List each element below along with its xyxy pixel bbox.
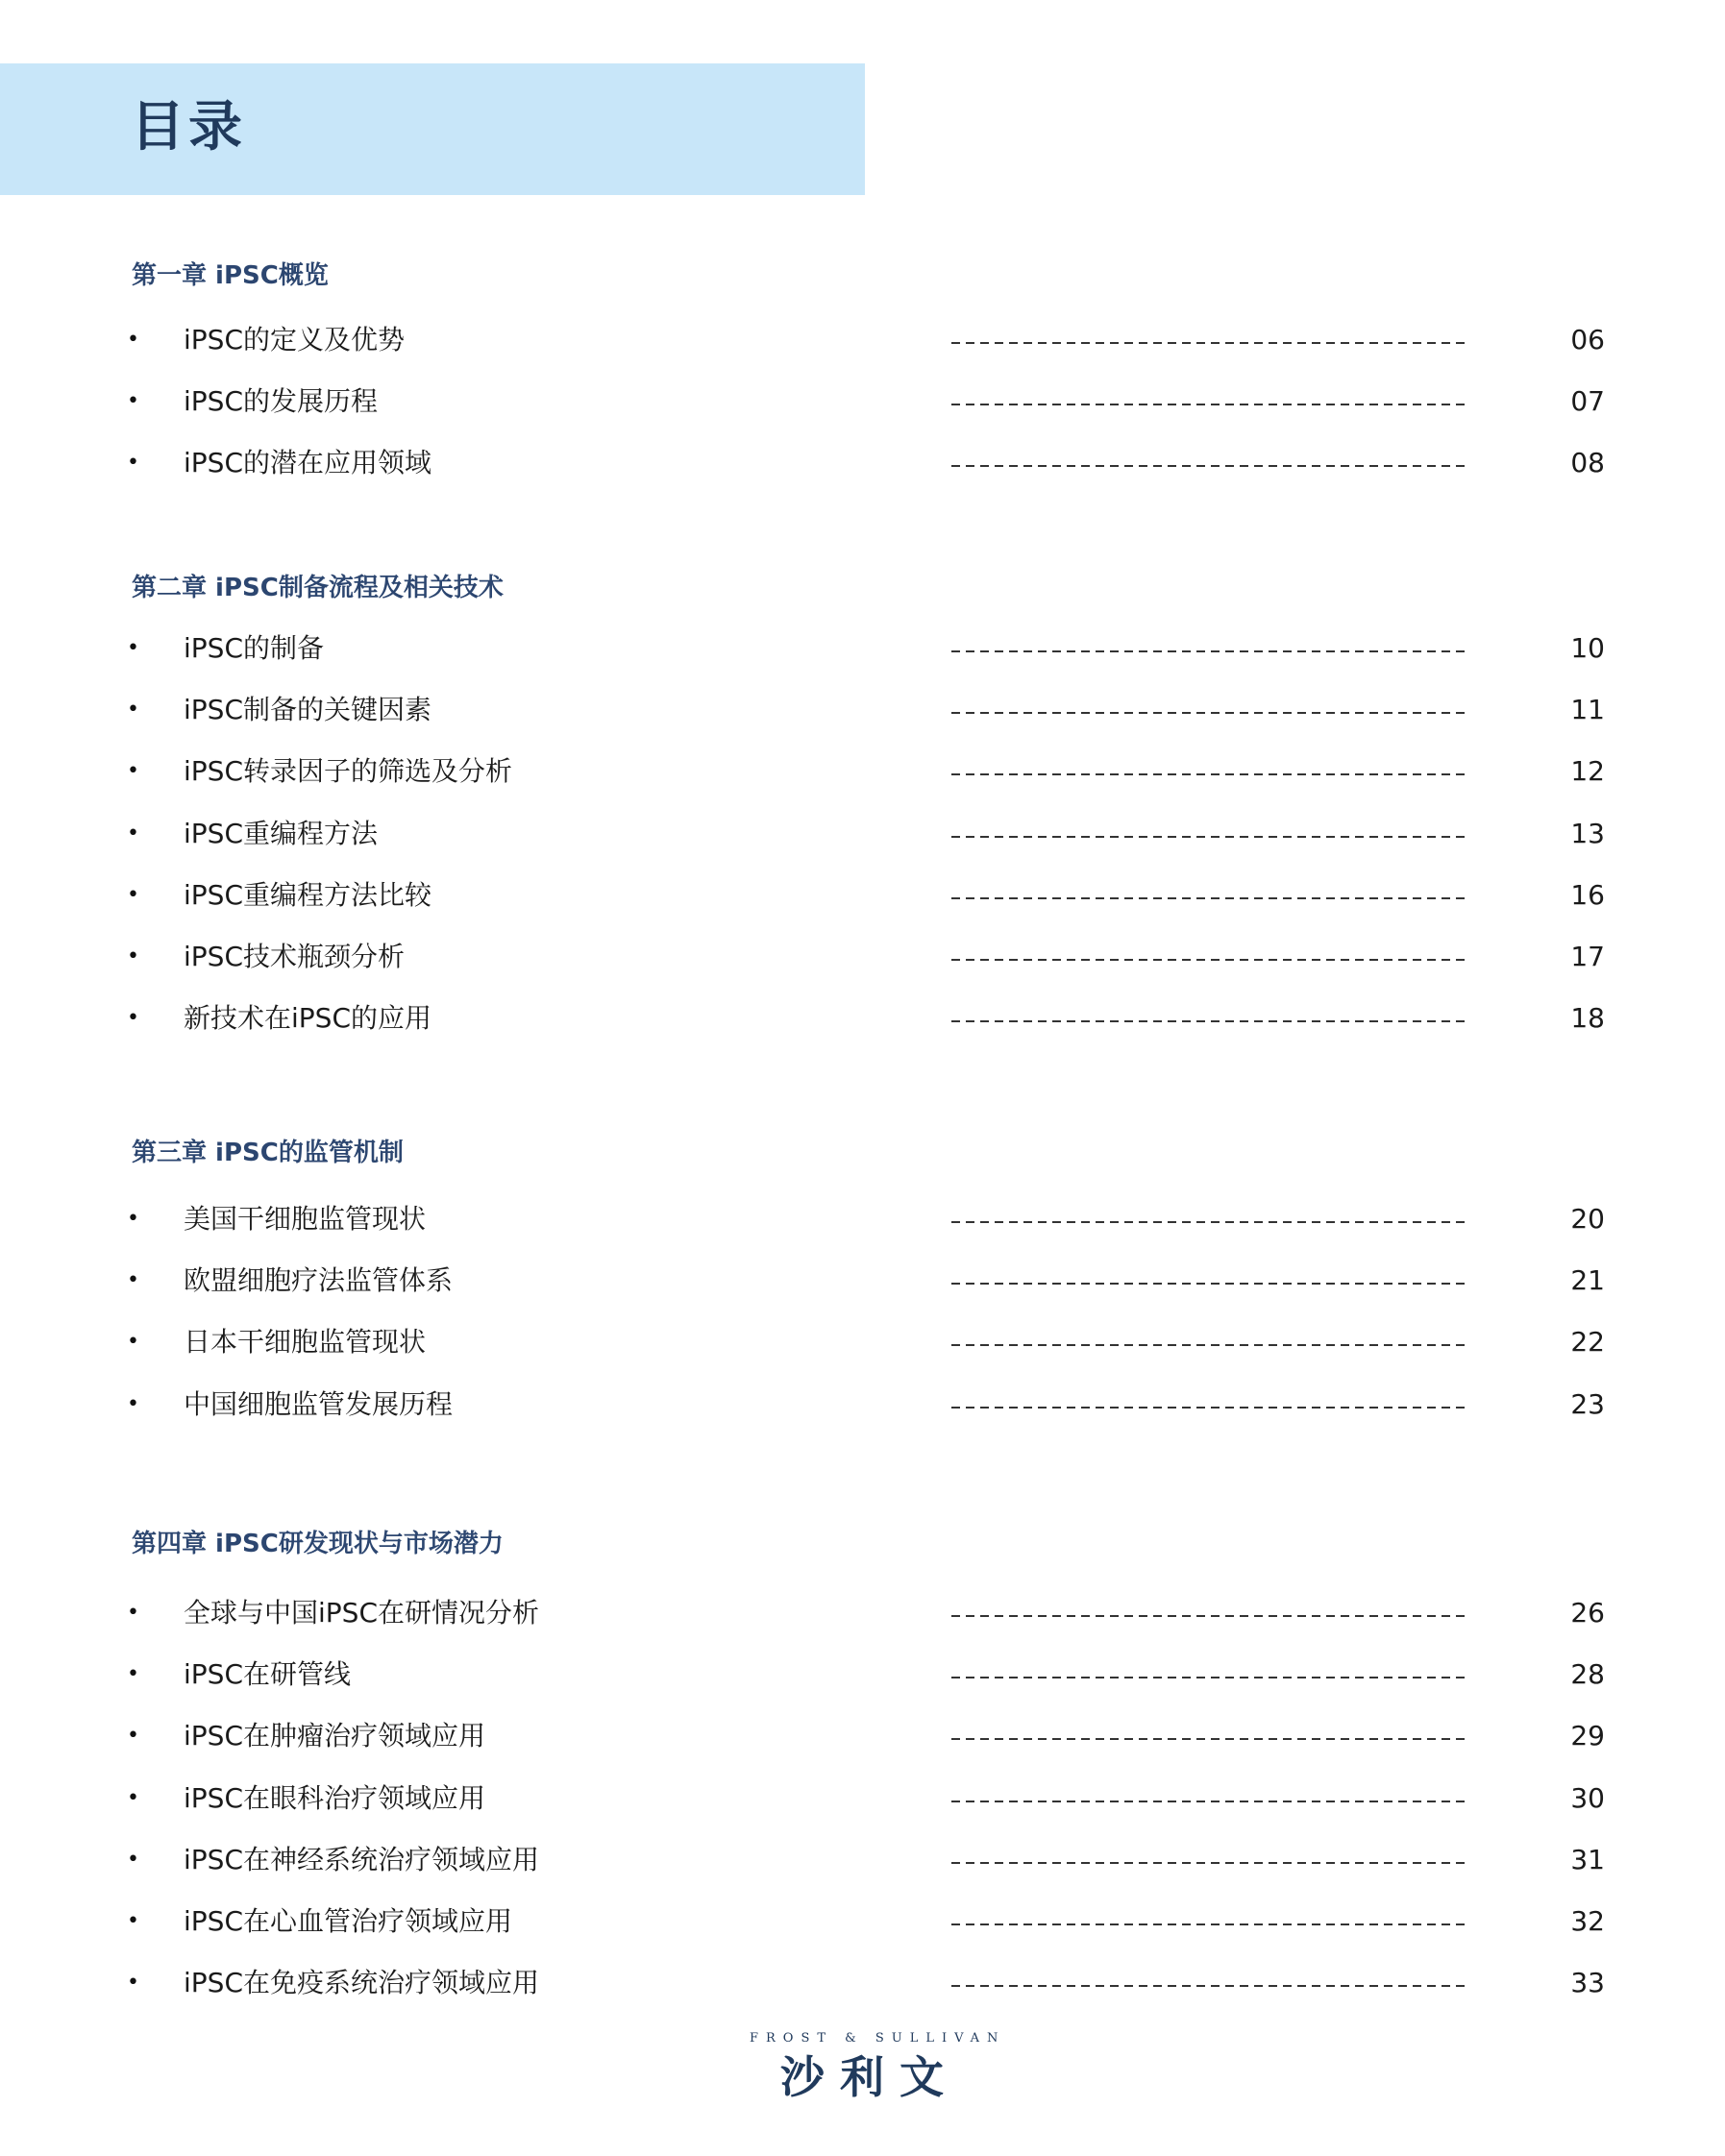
dashed-leader-line: [951, 959, 1468, 961]
toc-page-number: 33: [1570, 1967, 1605, 1998]
toc-page-number: 26: [1570, 1597, 1605, 1629]
toc-entry[interactable]: [0, 1838, 1725, 1882]
dashed-leader-line: [951, 836, 1468, 838]
bullet-icon: •: [127, 328, 139, 352]
toc-page-number: 21: [1570, 1264, 1605, 1296]
toc-entry[interactable]: [0, 935, 1725, 979]
chapter-heading: 第四章 iPSC研发现状与市场潜力: [132, 1530, 504, 1558]
bullet-icon: •: [127, 1786, 139, 1810]
toc-entry-label: iPSC转录因子的筛选及分析: [184, 755, 512, 787]
bullet-icon: •: [127, 1662, 139, 1686]
dashed-leader-line: [951, 1985, 1468, 1987]
toc-page-number: 28: [1570, 1658, 1605, 1690]
bullet-icon: •: [127, 1006, 139, 1030]
bullet-icon: •: [127, 759, 139, 783]
toc-entry[interactable]: [0, 1320, 1725, 1364]
bullet-icon: •: [127, 1909, 139, 1933]
toc-page-number: 07: [1570, 385, 1605, 417]
toc-page-number: 29: [1570, 1720, 1605, 1752]
toc-page-number: 31: [1570, 1844, 1605, 1875]
toc-entry-label: iPSC在研管线: [184, 1658, 351, 1690]
toc-entry-label: iPSC的制备: [184, 632, 324, 664]
chapter-heading: 第二章 iPSC制备流程及相关技术: [132, 574, 504, 602]
dashed-leader-line: [951, 1221, 1468, 1223]
bullet-icon: •: [127, 389, 139, 413]
toc-entry[interactable]: [0, 1899, 1725, 1944]
dashed-leader-line: [951, 773, 1468, 775]
toc-entry[interactable]: [0, 996, 1725, 1041]
bullet-icon: •: [127, 698, 139, 722]
toc-page-number: 16: [1570, 879, 1605, 911]
toc-entry[interactable]: [0, 441, 1725, 485]
dashed-leader-line: [951, 404, 1468, 405]
toc-entry[interactable]: [0, 1961, 1725, 2005]
bullet-icon: •: [127, 1848, 139, 1872]
bullet-icon: •: [127, 1971, 139, 1995]
logo-english: FROST & SULLIVAN: [750, 2031, 1006, 2046]
toc-entry-label: iPSC的定义及优势: [184, 324, 405, 355]
toc-page-number: 18: [1570, 1002, 1605, 1034]
toc-page-number: 08: [1570, 447, 1605, 478]
frost-sullivan-logo: [750, 2029, 1006, 2106]
dashed-leader-line: [951, 1020, 1468, 1022]
bullet-icon: •: [127, 636, 139, 660]
dashed-leader-line: [951, 650, 1468, 652]
dashed-leader-line: [951, 1407, 1468, 1409]
toc-entry-label: 美国干细胞监管现状: [184, 1203, 427, 1235]
toc-page-number: 11: [1570, 694, 1605, 725]
bullet-icon: •: [127, 451, 139, 475]
toc-entry[interactable]: [0, 318, 1725, 362]
toc-entry-label: iPSC重编程方法比较: [184, 879, 431, 911]
toc-page-number: 13: [1570, 818, 1605, 849]
dashed-leader-line: [951, 897, 1468, 899]
bullet-icon: •: [127, 1392, 139, 1416]
dashed-leader-line: [951, 1801, 1468, 1802]
dashed-leader-line: [951, 712, 1468, 714]
toc-entry-label: iPSC在心血管治疗领域应用: [184, 1905, 512, 1937]
toc-entry-label: 全球与中国iPSC在研情况分析: [184, 1597, 539, 1629]
toc-entry-label: 新技术在iPSC的应用: [184, 1002, 431, 1034]
page-title: 目录: [131, 96, 246, 159]
toc-page-number: 32: [1570, 1905, 1605, 1937]
toc-entry[interactable]: [0, 1653, 1725, 1697]
toc-entry[interactable]: [0, 1383, 1725, 1427]
title-band: [0, 63, 865, 195]
dashed-leader-line: [951, 1344, 1468, 1346]
bullet-icon: •: [127, 883, 139, 907]
toc-entry[interactable]: [0, 1714, 1725, 1758]
toc-entry[interactable]: [0, 626, 1725, 671]
toc-entry[interactable]: [0, 873, 1725, 918]
dashed-leader-line: [951, 1283, 1468, 1285]
dashed-leader-line: [951, 465, 1468, 467]
toc-page-number: 12: [1570, 755, 1605, 787]
bullet-icon: •: [127, 1724, 139, 1748]
toc-entry[interactable]: [0, 1591, 1725, 1635]
toc-entry[interactable]: [0, 1197, 1725, 1241]
toc-page-number: 06: [1570, 324, 1605, 355]
bullet-icon: •: [127, 1601, 139, 1625]
toc-entry-label: iPSC的潜在应用领域: [184, 447, 431, 478]
dashed-leader-line: [951, 1923, 1468, 1925]
toc-entry-label: iPSC重编程方法: [184, 818, 378, 849]
toc-entry-label: 中国细胞监管发展历程: [184, 1388, 454, 1420]
toc-page-number: 30: [1570, 1782, 1605, 1814]
toc-entry-label: iPSC制备的关键因素: [184, 694, 431, 725]
toc-entry-label: iPSC的发展历程: [184, 385, 378, 417]
toc-entry-label: iPSC在肿瘤治疗领域应用: [184, 1720, 485, 1752]
toc-entry[interactable]: [0, 1776, 1725, 1821]
toc-page-number: 23: [1570, 1388, 1605, 1420]
dashed-leader-line: [951, 1677, 1468, 1678]
toc-entry[interactable]: [0, 749, 1725, 794]
toc-entry[interactable]: [0, 688, 1725, 732]
toc-entry-label: 日本干细胞监管现状: [184, 1326, 427, 1358]
chapter-heading: 第三章 iPSC的监管机制: [132, 1139, 404, 1167]
toc-entry-label: 欧盟细胞疗法监管体系: [184, 1264, 454, 1296]
dashed-leader-line: [951, 1862, 1468, 1864]
logo-chinese: 沙利文: [780, 2051, 959, 2103]
dashed-leader-line: [951, 342, 1468, 344]
bullet-icon: •: [127, 1268, 139, 1292]
toc-entry[interactable]: [0, 1259, 1725, 1303]
toc-entry[interactable]: [0, 380, 1725, 424]
toc-page-number: 22: [1570, 1326, 1605, 1358]
toc-entry-label: iPSC技术瓶颈分析: [184, 941, 405, 972]
bullet-icon: •: [127, 821, 139, 845]
toc-page-number: 17: [1570, 941, 1605, 972]
toc-entry-label: iPSC在免疫系统治疗领域应用: [184, 1967, 539, 1998]
toc-page-number: 10: [1570, 632, 1605, 664]
dashed-leader-line: [951, 1615, 1468, 1617]
toc-entry-label: iPSC在眼科治疗领域应用: [184, 1782, 485, 1814]
bullet-icon: •: [127, 944, 139, 968]
bullet-icon: •: [127, 1207, 139, 1231]
toc-page-number: 20: [1570, 1203, 1605, 1235]
toc-entry-label: iPSC在神经系统治疗领域应用: [184, 1844, 539, 1875]
dashed-leader-line: [951, 1738, 1468, 1740]
chapter-heading: 第一章 iPSC概览: [132, 261, 329, 290]
bullet-icon: •: [127, 1330, 139, 1354]
toc-entry[interactable]: [0, 812, 1725, 856]
